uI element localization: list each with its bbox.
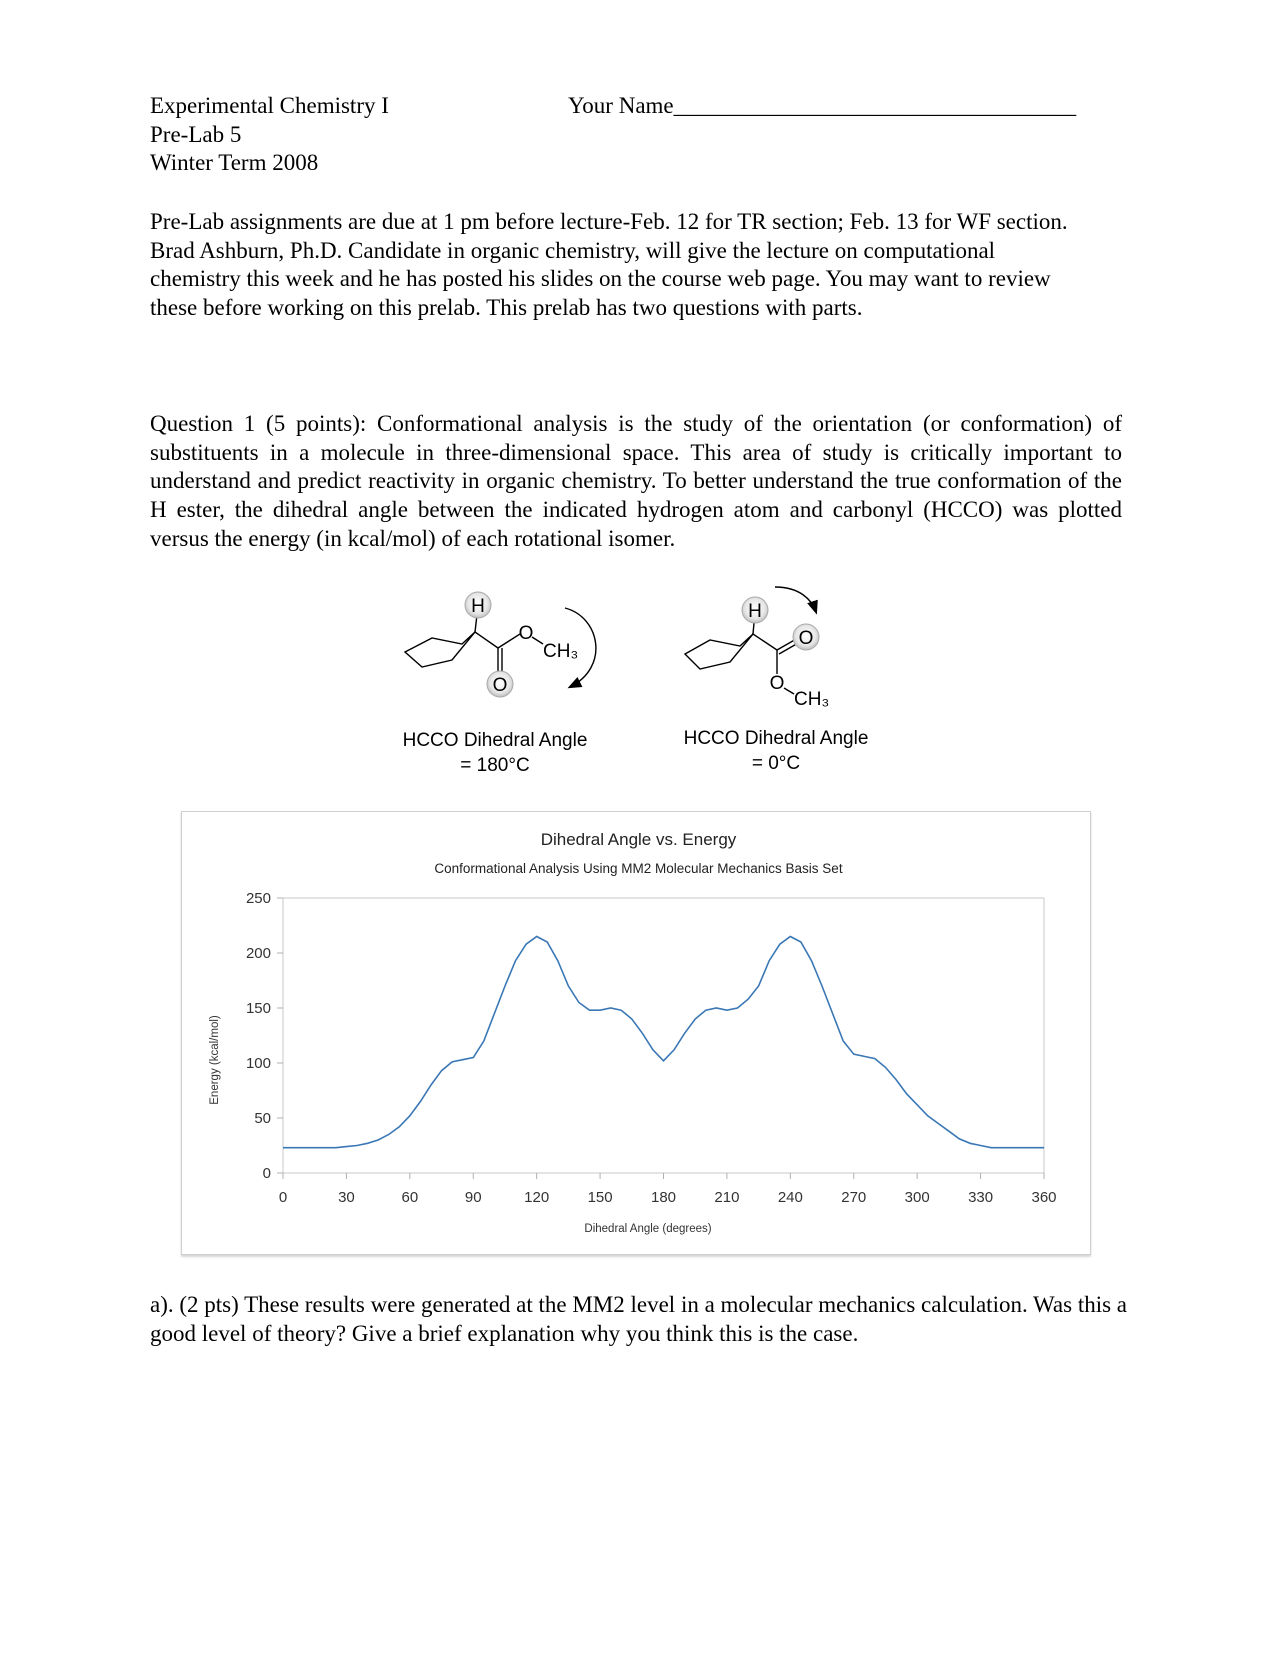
- x-tick-label: 360: [1031, 1189, 1057, 1206]
- prelab-number: Pre-Lab 5: [150, 121, 242, 147]
- hydrogen-label-2: H: [748, 601, 762, 622]
- molecule-1-caption-line2: = 180°C: [460, 755, 530, 776]
- name-field: Your Name___________________________________: [568, 93, 1077, 118]
- y-axis-label: Energy (kcal/mol): [209, 1015, 221, 1105]
- ester-oxygen-label-1: O: [518, 623, 534, 644]
- molecule-2-caption-line2: = 0°C: [751, 753, 801, 774]
- x-tick-label: 180: [650, 1189, 677, 1206]
- y-tick-label: 50: [254, 1110, 271, 1127]
- chart-title: Dihedral Angle vs. Energy: [540, 830, 737, 849]
- x-tick-label: 120: [524, 1189, 550, 1206]
- x-tick-label: 300: [904, 1189, 930, 1206]
- question-1-text: Question 1 (5 points): Conformational analysis is the study of the orientation (or conformation) of substituents in a molecule in three-dimensional space. This area of study is critically important to understand and predict reactivity in organic chemistry. To better understand the true conformation of the H ester, the dihedral angle between the indicated hydrogen atom and carbonyl (HCCO) was plotted versus the energy (in kcal/mol) of each rotational isomer.: [150, 411, 1122, 551]
- carbonyl-oxygen-label-1: O: [492, 675, 508, 696]
- chart-subtitle: Conformational Analysis Using MM2 Molecular Mechanics Basis Set: [434, 861, 843, 876]
- y-tick-label: 150: [245, 1000, 271, 1017]
- y-tick-label: 250: [245, 890, 271, 907]
- molecule-2-caption-line1: HCCO Dihedral Angle: [683, 728, 869, 749]
- rotation-arrow-2: [775, 587, 816, 612]
- x-tick-label: 330: [968, 1189, 994, 1206]
- carbonyl-oxygen-label-2: O: [798, 628, 814, 649]
- y-tick-label: 100: [245, 1055, 271, 1072]
- molecule-1-caption-line1: HCCO Dihedral Angle: [402, 730, 588, 751]
- methyl-label-2: CH₃: [794, 689, 830, 710]
- document-header: [150, 92, 389, 178]
- term: Winter Term 2008: [150, 150, 319, 175]
- hydrogen-label-1: H: [471, 596, 485, 617]
- question-a-text: a). (2 pts) These results were generated at the MM2 level in a molecular mechanics calculation. Was this a good level of theory? Give a brief explanation why you think this is the case.: [150, 1292, 1128, 1346]
- x-tick-label: 240: [777, 1189, 803, 1206]
- x-axis-label: Dihedral Angle (degrees): [584, 1223, 712, 1235]
- cyclohexane-ring-2: [685, 634, 753, 669]
- x-tick-label: 270: [841, 1189, 867, 1206]
- course-title: Experimental Chemistry I: [150, 93, 389, 118]
- y-tick-label: 200: [245, 945, 271, 962]
- chart-frame: [181, 811, 1091, 1255]
- x-tick-label: 30: [338, 1189, 355, 1206]
- intro-paragraph: Pre-Lab assignments are due at 1 pm before lecture-Feb. 12 for TR section; Feb. 13 for WF section. Brad Ashburn, Ph.D. Candidate in organic chemistry, will give the lecture on computational chemistry this week and he has posted his slides on the course web page. You may want to review these before working on this prelab. This prelab has two questions with parts.: [150, 209, 1068, 321]
- x-tick-label: 150: [587, 1189, 613, 1206]
- methyl-label-1: CH₃: [543, 641, 579, 662]
- x-tick-label: 90: [464, 1189, 482, 1206]
- molecule-2-caption: [676, 726, 876, 776]
- x-tick-label: 0: [278, 1189, 288, 1206]
- cyclohexane-ring-1: [405, 632, 475, 667]
- x-tick-label: 210: [714, 1189, 740, 1206]
- y-tick-label: 0: [262, 1165, 271, 1182]
- molecule-1-caption: [395, 728, 595, 778]
- x-tick-label: 60: [401, 1189, 419, 1206]
- ester-oxygen-label-2: O: [769, 673, 785, 694]
